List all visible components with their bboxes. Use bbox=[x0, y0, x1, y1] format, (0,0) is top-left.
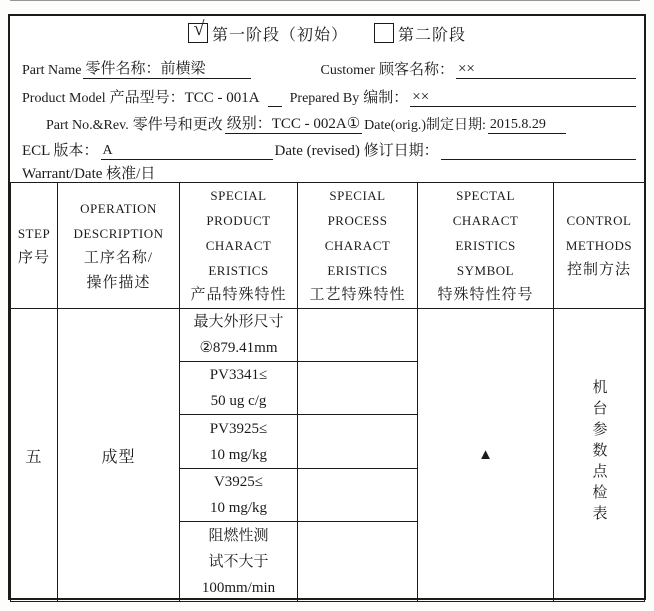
ecl-value: A bbox=[101, 143, 273, 160]
checkmark-icon: √ bbox=[193, 18, 205, 40]
header-process-characteristics: SPECIAL PROCESS CHARACT ERISTICS 工艺特殊特性 bbox=[298, 183, 418, 309]
product-model-value: 产品型号：TCC - 001A bbox=[109, 90, 260, 106]
phase2-label: 第二阶段 bbox=[398, 26, 467, 44]
process-char-cell bbox=[298, 362, 418, 415]
phase1-checkbox[interactable] bbox=[188, 18, 208, 43]
product-char-cell: PV3925≤ 10 mg/kg bbox=[180, 415, 298, 469]
header-symbol: SPECTAL CHARACT ERISTICS SYMBOL 特殊特性符号 bbox=[418, 183, 554, 309]
part-no-value: 级别：TCC - 002A① bbox=[225, 112, 362, 134]
phase1-label: 第一阶段（初始） bbox=[211, 26, 348, 44]
symbol-cell bbox=[418, 309, 554, 602]
product-char-cell: 阻燃性测 试不大于 100mm/min bbox=[180, 522, 298, 602]
part-no-line bbox=[20, 111, 636, 134]
phase-selector-row bbox=[10, 19, 644, 47]
part-name-value: 零件名称：前横梁 bbox=[83, 57, 250, 79]
part-name-en-label: Part Name bbox=[22, 63, 82, 78]
triangle-symbol: ▲ bbox=[478, 447, 493, 463]
blank-underline bbox=[268, 106, 282, 107]
process-char-cell bbox=[298, 522, 418, 602]
phase2-checkbox[interactable] bbox=[374, 23, 394, 43]
ecl-line bbox=[20, 137, 636, 160]
warrant-label: Warrant/Date 核准/日 bbox=[22, 166, 156, 182]
date-orig-value: 2015.8.29 bbox=[488, 117, 566, 134]
part-name-line bbox=[20, 56, 636, 79]
step-cell: 五 bbox=[11, 309, 58, 602]
control-plan-sheet bbox=[8, 14, 646, 600]
header-product-characteristics: SPECIAL PRODUCT CHARACT ERISTICS 产品特殊特性 bbox=[180, 183, 298, 309]
part-no-en-label: Part No.&Rev. bbox=[46, 118, 129, 133]
process-char-cell bbox=[298, 415, 418, 469]
warrant-line bbox=[20, 160, 636, 183]
ecl-label: ECL 版本： bbox=[22, 143, 99, 159]
process-char-cell bbox=[298, 469, 418, 522]
control-method-vertical-text: 机台参数点检表 bbox=[590, 379, 607, 526]
product-model-line bbox=[20, 84, 636, 107]
table-row bbox=[11, 309, 645, 362]
operation-cell: 成型 bbox=[58, 309, 180, 602]
prepared-by-value: ×× bbox=[410, 89, 636, 107]
product-model-en-label: Product Model bbox=[22, 91, 106, 106]
prepared-by-zh-label: 编制： bbox=[363, 90, 409, 106]
date-revised-label: Date (revised) 修订日期： bbox=[274, 143, 439, 159]
page-top-edge-line bbox=[10, 0, 640, 1]
header-control-methods: CONTROL METHODS 控制方法 bbox=[554, 183, 645, 309]
customer-zh-label: 顾客名称： bbox=[378, 62, 454, 78]
process-char-cell bbox=[298, 309, 418, 362]
customer-value: ×× bbox=[456, 61, 636, 79]
customer-en-label: Customer bbox=[320, 63, 375, 78]
product-char-cell: V3925≤ 10 mg/kg bbox=[180, 469, 298, 522]
product-char-cell: 最大外形尺寸 ②879.41mm bbox=[180, 309, 298, 362]
header-step: STEP 序号 bbox=[11, 183, 58, 309]
date-orig-label: Date(orig.)制定日期: bbox=[364, 118, 486, 133]
product-char-cell: PV3341≤ 50 ug c/g bbox=[180, 362, 298, 415]
control-plan-table bbox=[10, 182, 645, 602]
header-operation: OPERATION DESCRIPTION 工序名称/ 操作描述 bbox=[58, 183, 180, 309]
control-method-cell bbox=[554, 309, 645, 602]
part-no-zh-label: 零件号和更改 bbox=[132, 117, 223, 133]
table-header-row bbox=[11, 183, 645, 309]
prepared-by-en-label: Prepared By bbox=[289, 91, 360, 106]
